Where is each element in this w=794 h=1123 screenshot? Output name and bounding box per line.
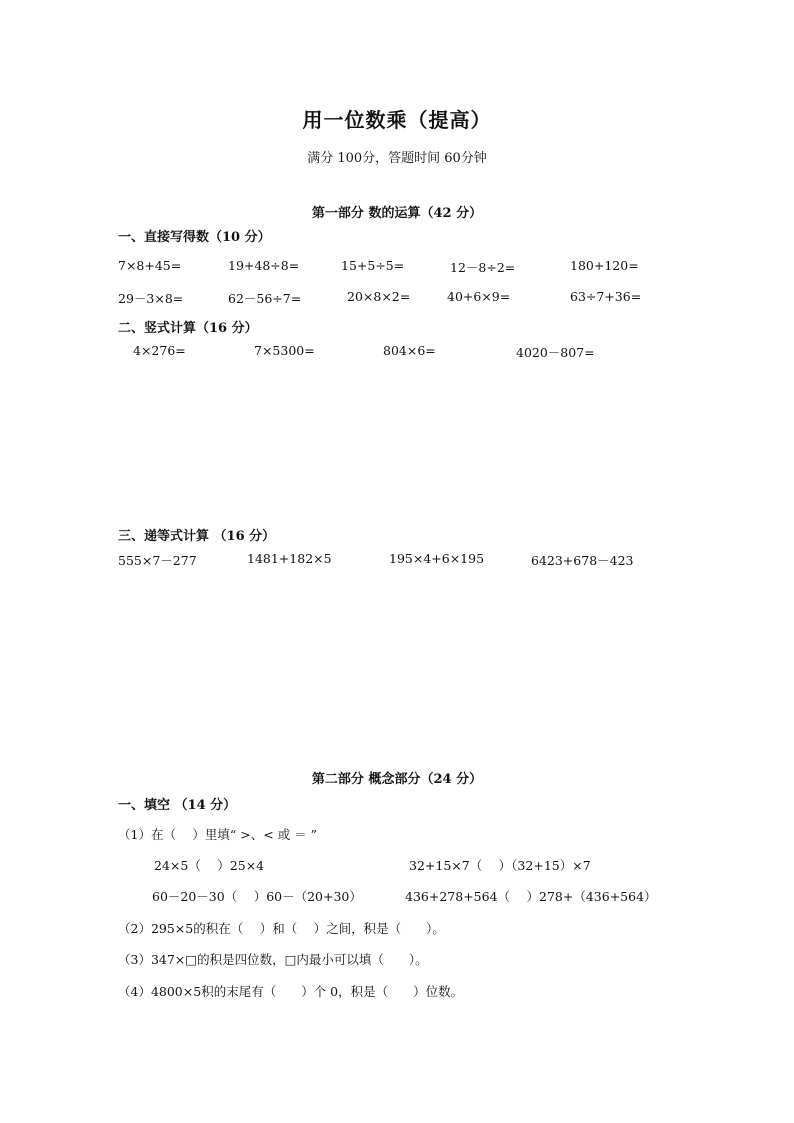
problem-item: 4×276= — [133, 343, 186, 358]
problem-item: 6423+678－423 — [531, 553, 634, 568]
problem-item: 40+6×9= — [447, 289, 511, 304]
part-heading-2: 第二部分 概念部分（24 分） — [311, 772, 483, 787]
problem-item: 555×7－277 — [118, 553, 197, 568]
problem-item: 62－56÷7= — [228, 291, 302, 306]
problem-item: 180+120= — [570, 258, 639, 273]
problem-item: 19+48÷8= — [228, 258, 300, 273]
page-title: 用一位数乘（提高） — [302, 108, 492, 132]
section-heading-vertical-calculation: 二、竖式计算（16 分） — [118, 321, 258, 336]
problem-item: 804×6= — [383, 343, 436, 358]
problem-item: 7×5300= — [254, 343, 315, 358]
comparison-item: 24×5（ ）25×4 — [154, 858, 265, 873]
question-3: （3）347×□的积是四位数，□内最小可以填（ ）。 — [118, 952, 428, 967]
section-heading-step-calculation: 三、递等式计算 （16 分） — [118, 529, 276, 544]
part-heading-1: 第一部分 数的运算（42 分） — [311, 206, 483, 221]
comparison-item: 436+278+564（ ）278+（436+564） — [405, 889, 657, 904]
question-4: （4）4800×5积的末尾有（ ）个 0，积是（ ）位数。 — [118, 984, 464, 999]
problem-item: 1481+182×5 — [247, 551, 332, 566]
problem-item: 4020－807= — [516, 345, 595, 360]
comparison-item: 32+15×7（ ）（32+15）×7 — [409, 858, 591, 873]
problem-item: 29－3×8= — [118, 291, 184, 306]
exam-info: 满分 100分，答题时间 60分钟 — [307, 151, 487, 166]
problem-item: 63÷7+36= — [570, 289, 642, 304]
problem-item: 20×8×2= — [347, 289, 411, 304]
problem-item: 12－8÷2= — [450, 260, 516, 275]
problem-item: 15+5÷5= — [341, 258, 405, 273]
question-1: （1）在（ ）里填“ >、< 或 ＝ ” — [118, 827, 318, 842]
problem-item: 195×4+6×195 — [389, 551, 485, 566]
comparison-item: 60－20－30（ ）60－（20+30） — [152, 889, 362, 904]
section-heading-direct-answers: 一、直接写得数（10 分） — [118, 230, 271, 245]
section-heading-fill-blanks: 一、填空 （14 分） — [118, 798, 237, 813]
question-2: （2）295×5的积在（ ）和（ ）之间，积是（ ）。 — [118, 921, 445, 936]
problem-item: 7×8+45= — [118, 258, 182, 273]
